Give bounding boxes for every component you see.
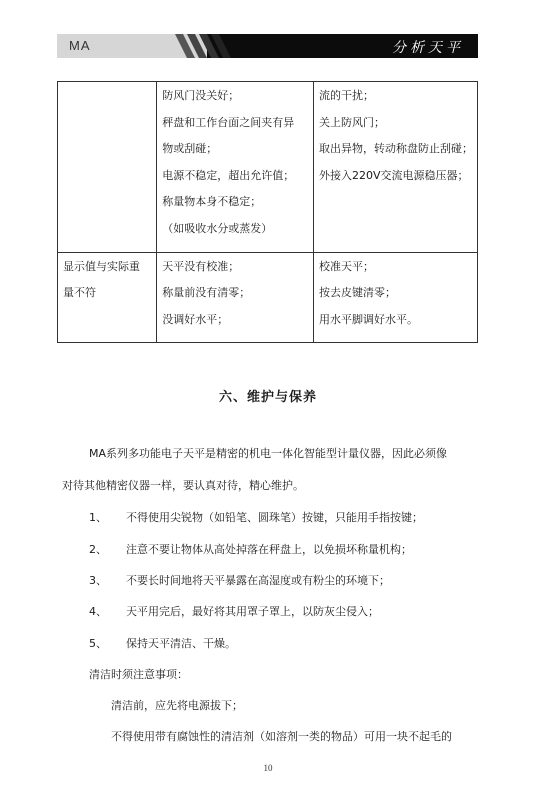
reason-text: 称量物本身不稳定； — [162, 195, 262, 209]
list-item-text: 注意不要让物体从高处掉落在秤盘上，以免损坏称量机构； — [126, 543, 412, 556]
list-item-number: 3、 — [89, 574, 107, 587]
reason-text: （如吸收水分或蒸发） — [162, 221, 273, 235]
intro-paragraph-line: 对待其他精密仪器一样，要认真对待，精心维护。 — [62, 479, 304, 492]
cause-text: 量不符 — [63, 286, 96, 300]
page-header — [57, 34, 478, 58]
table-cell-reasons — [157, 82, 314, 253]
reason-text: 物或刮碰； — [162, 142, 218, 156]
list-item-text: 不得使用尖锐物（如铅笔、圆珠笔）按键，只能用手指按键； — [126, 511, 423, 524]
cause-text: 显示值与实际重 — [63, 259, 140, 273]
cleaning-line: 不得使用带有腐蚀性的清洁剂（如溶剂一类的物品）可用一块不起毛的 — [111, 730, 452, 743]
table-cell-remedies — [314, 82, 478, 253]
remedy-text: 校准天平； — [319, 259, 374, 273]
remedy-text: 按去皮键清零； — [319, 286, 396, 300]
reason-text: 天平没有校准； — [162, 259, 240, 273]
reason-text: 防风门没关好； — [162, 89, 240, 102]
list-item-number: 4、 — [89, 605, 107, 618]
table-cell-reasons — [157, 252, 314, 343]
list-item-number: 2、 — [89, 543, 107, 556]
table-row — [58, 82, 478, 253]
cleaning-heading: 清洁时须注意事项： — [89, 668, 188, 681]
list-item-number: 5、 — [89, 637, 107, 650]
reason-text: 秤盘和工作台面之间夹有异 — [162, 115, 295, 129]
header-title: 分析天平 — [392, 40, 464, 56]
list-item-text: 不要长时间地将天平暴露在高湿度或有粉尘的环境下； — [126, 574, 390, 587]
reason-text: 称量前没有清零； — [162, 286, 251, 300]
header-model: MA — [69, 38, 91, 53]
list-item-number: 1、 — [89, 511, 107, 524]
remedy-text: 流的干扰； — [319, 89, 374, 102]
section-title: 六、维护与保养 — [218, 390, 317, 405]
cleaning-line: 清洁前，应先将电源拔下； — [111, 699, 243, 712]
intro-paragraph-line: MA系列多功能电子天平是精密的机电一体化智能型计量仪器，因此必须像 — [89, 447, 448, 460]
remedy-text: 取出异物，转动称盘防止刮碰； — [319, 142, 473, 156]
table-row — [58, 252, 478, 343]
header-stripes-decoration — [175, 34, 275, 58]
table-cell-cause — [58, 252, 157, 343]
reason-text: 没调好水平； — [162, 312, 229, 326]
table-cell-remedies — [314, 252, 478, 343]
list-item-text: 天平用完后，最好将其用罩子罩上，以防灰尘侵入； — [126, 605, 379, 618]
remedy-text: 外接入220V交流电源稳压器； — [319, 168, 469, 182]
list-item-text: 保持天平清洁、干燥。 — [126, 637, 236, 650]
page-number: 10 — [263, 763, 273, 773]
table-cell-cause — [58, 82, 157, 253]
remedy-text: 关上防风门； — [319, 115, 385, 129]
troubleshooting-table — [57, 81, 478, 343]
reason-text: 电源不稳定，超出允许值； — [162, 168, 295, 182]
remedy-text: 用水平脚调好水平。 — [319, 312, 418, 326]
